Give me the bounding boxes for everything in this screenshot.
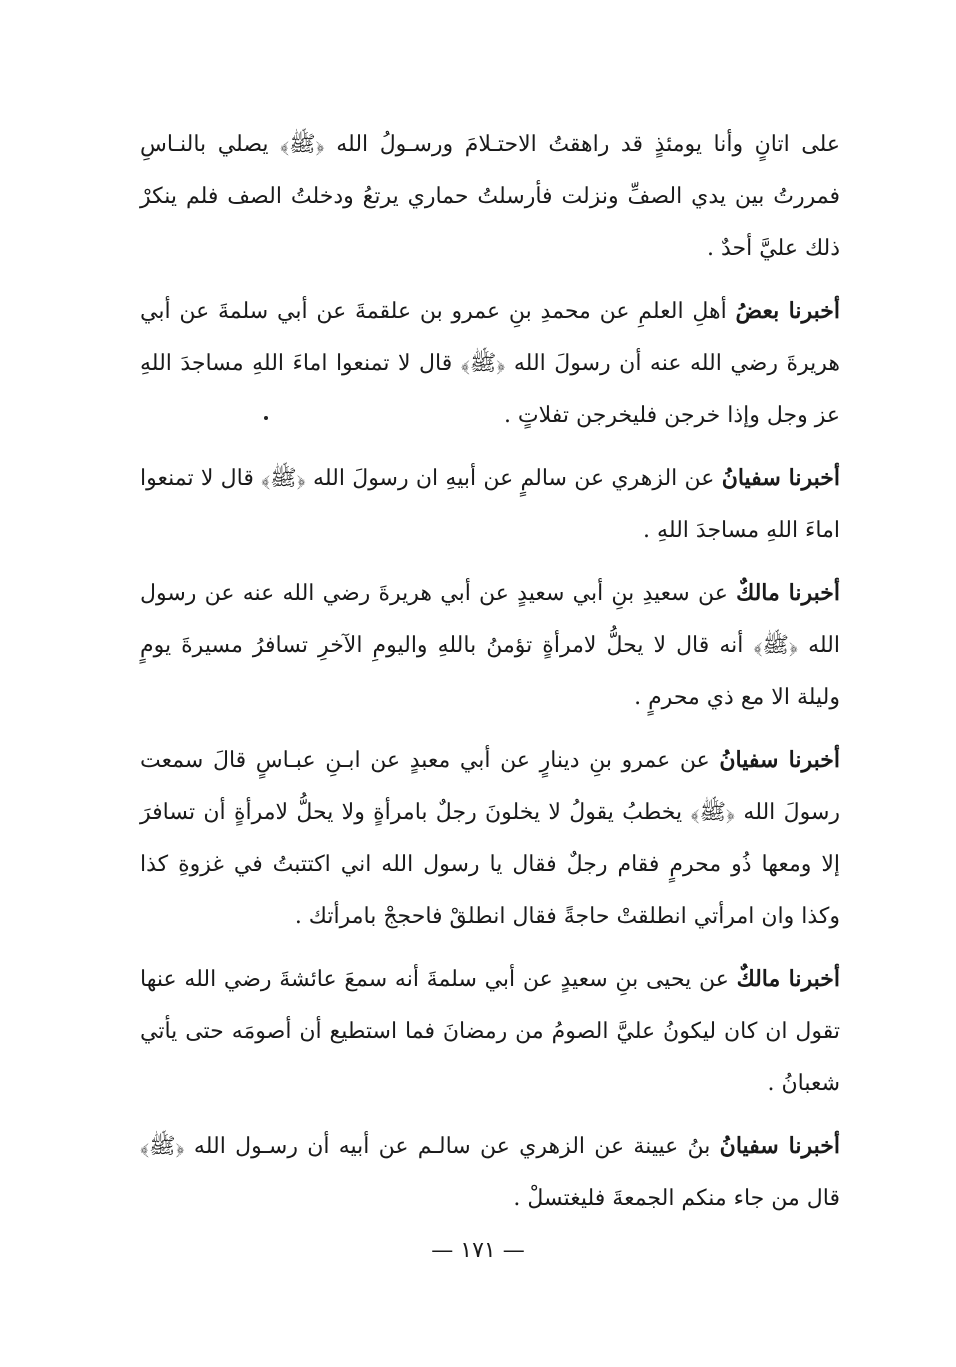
paragraph-text: على اتانٍ وأنا يومئذٍ قد راهقتُ الاحتـلامَ ورسـولُ الله ﴿ﷺ﴾ يصلي بالنـاسِ فمررتُ بين يدي الصفِّ ونزلت فأرسلتُ حماري يرتعُ ودخلتُ الصف فلم ينكرْ ذلك عليَّ أحدٌ . — [140, 132, 840, 261]
paragraph-text: بنُ عيينة عن الزهري عن سالـم عن أبيه أن رسـول الله ﴿ﷺ﴾ قال من جاء منكم الجمعةَ فليغتسلْ . — [140, 1134, 840, 1211]
paragraph-5 — [140, 734, 840, 943]
paragraph-lead: أخبرنا سفيانُ — [719, 1133, 840, 1159]
ink-dot — [264, 416, 268, 420]
paragraph-text: عن الزهري عن سالمٍ عن أبيهِ ان رسولَ الله ﴿ﷺ﴾ قال لا تمنعوا اماءَ اللهِ مساجدَ اللهِ . — [140, 466, 840, 543]
paragraph-7 — [140, 1120, 840, 1225]
paragraph-lead: أخبرنا مالكٌ — [736, 580, 840, 606]
paragraph-lead: أخبرنا مالكٌ — [736, 966, 840, 992]
paragraph-lead: أخبرنا سفيانُ — [719, 747, 840, 773]
paragraph-text: عن سعيدِ بنِ أبي سعيدٍ عن أبي هريرةَ رضي الله عنه عن رسول الله ﴿ﷺ﴾ أنه قال لا يحلُّ لامرأةٍ تؤمنُ باللهِ واليومِ الآخرِ تسافرُ مسيرةَ يومٍ وليلة الا مع ذي محرمٍ . — [140, 581, 840, 710]
paragraph-text: عن عمرو بنِ دينارٍ عن أبي معبدٍ عن ابـنِ عبـاسٍ قالَ سمعت رسولَ الله ﴿ﷺ﴾ يخطبُ يقولُ لا يخلونَ رجلٌ بامرأةٍ ولا يحلُّ لامرأةٍ أن تسافرَ إلا ومعها ذُو محرمٍ فقام رجلٌ فقال يا رسول الله اني اكتتبتُ في غزوةِ كذا وكذا وان امرأتي انطلقتْ حاجةً فقال انطلقْ فاحججْ بامرأتك . — [140, 748, 840, 929]
body-text — [140, 118, 840, 1235]
paragraph-4 — [140, 567, 840, 724]
paragraph-lead: أخبرنا سفيانُ — [721, 465, 840, 491]
page-number: — ١٧١ — — [431, 1238, 525, 1263]
paragraph-text: أهلِ العلمِ عن محمدِ بنِ عمرو بن علقمةَ عن أبي سلمةَ عن أبي هريرةَ رضي الله عنه أن رسولَ الله ﴿ﷺ﴾ قال لا تمنعوا اماءَ اللهِ مساجدَ اللهِ عز وجل وإذا خرجن فليخرجن تفلاتٍ . — [140, 299, 840, 428]
paragraph-2 — [140, 285, 840, 442]
paragraph-6 — [140, 953, 840, 1110]
paragraph-text: عن يحيى بنِ سعيدٍ عن أبي سلمةَ أنه سمعَ عائشةَ رضي الله عنها تقول ان كان ليكونُ عليَّ الصومُ من رمضانَ فما استطيع أن أصومَه حتى يأتي شعبانُ . — [140, 967, 840, 1096]
paragraph-3 — [140, 452, 840, 557]
paragraph-lead: أخبرنا بعضُ — [735, 298, 840, 324]
paragraph-1 — [140, 118, 840, 275]
